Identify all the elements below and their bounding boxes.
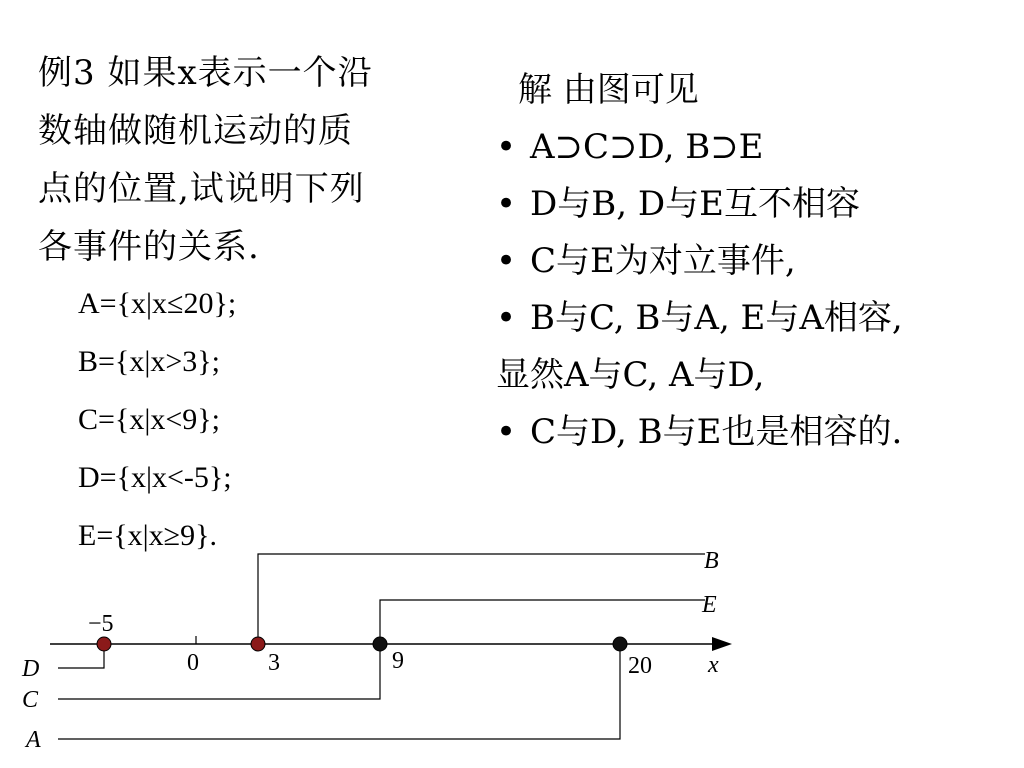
event-label-a: A bbox=[26, 727, 41, 753]
solution-text: B与C, B与A, E与A相容, bbox=[530, 298, 903, 338]
solution-line bbox=[496, 347, 1021, 404]
event-c-region-line bbox=[58, 644, 380, 699]
problem-line-4: 各事件的关系. bbox=[38, 227, 260, 267]
set-definitions bbox=[78, 286, 236, 576]
x-axis-arrow-icon bbox=[712, 637, 732, 651]
problem-line-2: 数轴做随机运动的质 bbox=[38, 111, 353, 151]
point-3 bbox=[251, 637, 265, 651]
tick-label-minus-5: −5 bbox=[88, 611, 114, 637]
problem-line-1: 例3 如果x表示一个沿 bbox=[38, 53, 373, 93]
point-20 bbox=[613, 637, 627, 651]
axis-label-x: x bbox=[708, 652, 719, 678]
point-9 bbox=[373, 637, 387, 651]
event-label-e: E bbox=[702, 592, 717, 618]
solution-line bbox=[496, 119, 1021, 176]
bullet: • bbox=[496, 298, 517, 338]
tick-label-20: 20 bbox=[628, 653, 652, 679]
solution-text: D与B, D与E互不相容 bbox=[530, 184, 860, 224]
event-label-d: D bbox=[22, 656, 40, 682]
event-label-b: B bbox=[704, 548, 719, 574]
bullet: • bbox=[496, 127, 517, 167]
solution-line bbox=[496, 176, 1021, 233]
event-d-region-line bbox=[58, 644, 104, 668]
problem-line-3: 点的位置,试说明下列 bbox=[38, 169, 365, 209]
set-a-definition: A={x|x≤20}; bbox=[78, 287, 237, 320]
solution-text: 显然A与C, A与D, bbox=[496, 355, 765, 395]
point-minus-5 bbox=[97, 637, 111, 651]
problem-statement bbox=[38, 44, 468, 276]
set-e-definition: E={x|x≥9}. bbox=[78, 519, 218, 552]
solution-text: A⊃C⊃D, B⊃E bbox=[530, 127, 764, 167]
solution-block bbox=[496, 62, 1021, 461]
tick-label-9: 9 bbox=[392, 648, 404, 674]
event-b-region-line bbox=[258, 554, 705, 644]
solution-line bbox=[496, 404, 1021, 461]
number-line-diagram bbox=[0, 540, 1024, 768]
bullet: • bbox=[496, 241, 517, 281]
solution-line bbox=[496, 290, 1021, 347]
bullet: • bbox=[496, 412, 517, 452]
bullet: • bbox=[496, 184, 517, 224]
event-label-c: C bbox=[22, 687, 39, 713]
tick-label-3: 3 bbox=[268, 650, 280, 676]
event-a-region-line bbox=[58, 644, 620, 739]
event-e-region-line bbox=[380, 600, 705, 644]
set-c-definition: C={x|x<9}; bbox=[78, 403, 220, 436]
solution-text: C与D, B与E也是相容的. bbox=[530, 412, 903, 452]
set-d-definition: D={x|x<-5}; bbox=[78, 461, 232, 494]
solution-line bbox=[496, 233, 1021, 290]
tick-label-0: 0 bbox=[187, 650, 199, 676]
set-b-definition: B={x|x>3}; bbox=[78, 345, 220, 378]
solution-text: C与E为对立事件, bbox=[530, 241, 796, 281]
solution-heading: 解 由图可见 bbox=[518, 70, 699, 110]
